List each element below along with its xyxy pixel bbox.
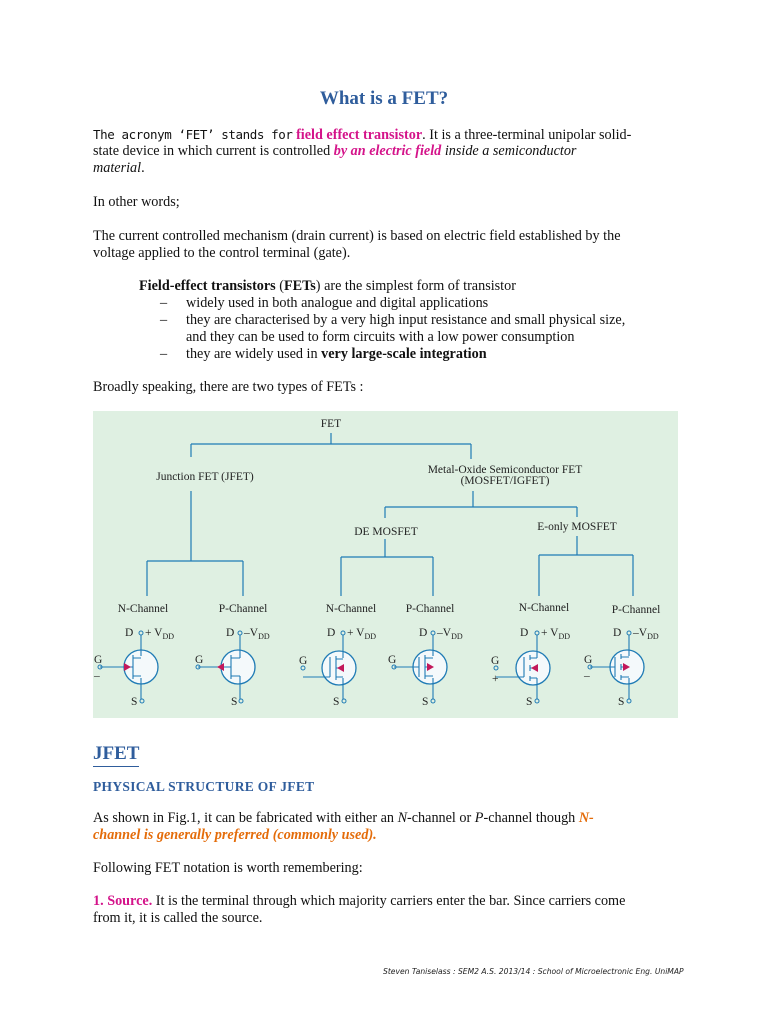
source-label: S: [333, 696, 340, 708]
drain-terminal: [238, 631, 242, 635]
vdd-label: $-V_{DD}$: [244, 627, 270, 641]
drain-label: D: [125, 627, 134, 639]
bullet-4-text: they are widely used in: [186, 346, 318, 362]
gate-label: G: [195, 654, 204, 666]
vlsi-term: very large-scale integration: [321, 346, 487, 362]
de-mosfet-p-symbol: [388, 627, 463, 708]
fets-rest: ) are the simplest form of transistor: [315, 278, 516, 294]
gate-label: G: [584, 654, 593, 666]
other-words: In other words;: [93, 194, 180, 210]
e-mosfet-label: E-only MOSFET: [537, 521, 617, 533]
notation-text: Following FET notation is worth remembering:: [93, 860, 363, 876]
source-terminal: [140, 699, 144, 703]
source-line-1: [93, 893, 683, 910]
gate-arrow: [217, 663, 224, 671]
n-channel-preferred-1: N-: [578, 810, 594, 826]
paren-open: (: [279, 278, 284, 294]
drain-terminal: [139, 631, 143, 635]
page-title: What is a FET?: [319, 88, 449, 109]
drain-terminal: [341, 631, 345, 635]
bullet-dash: –: [160, 346, 168, 362]
fabrication-line-2: [93, 827, 683, 844]
e-n-channel-label: N-Channel: [518, 602, 570, 614]
inside-text: inside a semiconductor: [444, 143, 577, 159]
gate-label: G: [491, 655, 500, 667]
tree-wire-jfet: [147, 491, 243, 596]
p-letter: P: [474, 810, 484, 826]
e-p-channel-label: P-Channel: [611, 604, 661, 616]
vdd-label: + $V_{DD}$: [145, 627, 175, 641]
intro-line-3: [93, 160, 683, 177]
bullet-2: they are characterised by a very high input resistance and small physical size,: [186, 312, 626, 328]
intro-line2-text: state device in which current is controlled: [93, 143, 331, 159]
de-p-channel-label: P-Channel: [405, 603, 455, 615]
drain-label: D: [419, 627, 428, 639]
n-letter: N: [397, 810, 408, 826]
mosfet-label-1: Metal-Oxide Semiconductor FET: [427, 464, 583, 476]
gate-sign: –: [584, 670, 590, 682]
bullet-1: widely used in both analogue and digital applications: [186, 295, 489, 311]
tree-wire-de: [341, 539, 433, 596]
fabrication-text-1: As shown in Fig.1, it can be fabricated with either an: [93, 810, 395, 826]
fabrication-line-1: [93, 810, 683, 827]
vdd-label: + $V_{DD}$: [347, 627, 377, 641]
drain-terminal: [627, 631, 631, 635]
fabrication-text-3: -channel though: [483, 810, 576, 826]
bullet-dash: –: [160, 295, 168, 311]
e-mosfet-p-symbol: [583, 627, 659, 708]
drain-label: D: [613, 627, 622, 639]
drain-terminal: [431, 631, 435, 635]
mosfet-label-2: (MOSFET/IGFET): [460, 475, 550, 487]
source-text-1: It is the terminal through which majority carriers enter the bar. Since carriers come: [155, 893, 626, 909]
root-label: FET: [320, 418, 342, 430]
drain-terminal: [535, 631, 539, 635]
vdd-label: $-V_{DD}$: [437, 627, 463, 641]
mechanism-line-1: The current controlled mechanism (drain current) is based on electric field established by the: [93, 228, 621, 244]
fet-term: field effect transistor: [296, 127, 423, 143]
intro-text-after: . It is a three-terminal unipolar solid-: [422, 127, 632, 143]
source-label: S: [618, 696, 625, 708]
fets-abbr: FETs: [283, 278, 316, 294]
broadly-text: Broadly speaking, there are two types of FETs :: [93, 379, 364, 395]
vdd-label: + $V_{DD}$: [541, 627, 571, 641]
de-mosfet-n-symbol: [299, 627, 376, 708]
acronym-text: The acronym ‘FET’ stands for: [93, 127, 293, 142]
source-line-2: from it, it is called the source.: [93, 910, 263, 926]
drain-label: D: [520, 627, 529, 639]
source-terminal: [342, 699, 346, 703]
fets-term: Field-effect transistors: [139, 278, 276, 294]
physical-structure-heading: PHYSICAL STRUCTURE OF JFET: [93, 779, 315, 794]
fet-classification-diagram: [93, 411, 678, 718]
drain-label: D: [226, 627, 235, 639]
drain-label: D: [327, 627, 336, 639]
gate-sign: –: [94, 670, 100, 682]
source-terminal: [535, 699, 539, 703]
gate-label: G: [94, 654, 103, 666]
source-label: S: [131, 696, 138, 708]
source-label: S: [526, 696, 533, 708]
jfet-n-channel-label: N-Channel: [117, 603, 169, 615]
footer: Steven Taniselass : SEM2 A.S. 2013/14 : School of Microelectronic Eng. UniMAP: [383, 967, 684, 976]
e-mosfet-n-symbol: [491, 627, 570, 708]
source-label: 1. Source.: [93, 893, 153, 909]
material-text: material: [93, 160, 142, 176]
source-terminal: [239, 699, 243, 703]
bullet-2-continued: and they can be used to form circuits with a low power consumption: [186, 329, 575, 345]
fabrication-text-2: -channel or: [407, 810, 472, 826]
electric-field-term: by an electric field: [333, 143, 442, 159]
tree-wire-mosfet: [385, 491, 577, 518]
bullet-4: [186, 346, 686, 363]
bullet-dash: –: [160, 312, 168, 328]
jfet-p-channel-label: P-Channel: [218, 603, 268, 615]
n-channel-preferred-2: channel is generally preferred (commonly used).: [93, 827, 377, 843]
fets-summary-heading: [139, 278, 729, 295]
de-n-channel-label: N-Channel: [325, 603, 377, 615]
source-label: S: [231, 696, 238, 708]
source-terminal: [627, 699, 631, 703]
fet-tree-svg: [93, 411, 678, 718]
intro-period: .: [141, 160, 145, 176]
intro-line-2: [93, 143, 683, 160]
jfet-p-symbol: [195, 627, 270, 708]
jfet-n-symbol: [93, 627, 174, 708]
mechanism-line-2: voltage applied to the control terminal (gate).: [93, 245, 351, 261]
vdd-label: $-V_{DD}$: [633, 627, 659, 641]
tree-wire-root: [191, 433, 471, 459]
source-label: S: [422, 696, 429, 708]
fets-bullet-list: [0, 295, 768, 365]
gate-label: G: [388, 654, 397, 666]
gate-label: G: [299, 655, 308, 667]
jfet-heading: JFET: [93, 743, 140, 764]
de-mosfet-label: DE MOSFET: [354, 526, 418, 538]
tree-wire-e: [539, 536, 633, 596]
jfet-heading-underline: [93, 766, 139, 767]
jfet-label: Junction FET (JFET): [156, 471, 254, 483]
intro-line-1: [93, 126, 683, 144]
source-terminal: [431, 699, 435, 703]
gate-sign: +: [492, 673, 499, 685]
